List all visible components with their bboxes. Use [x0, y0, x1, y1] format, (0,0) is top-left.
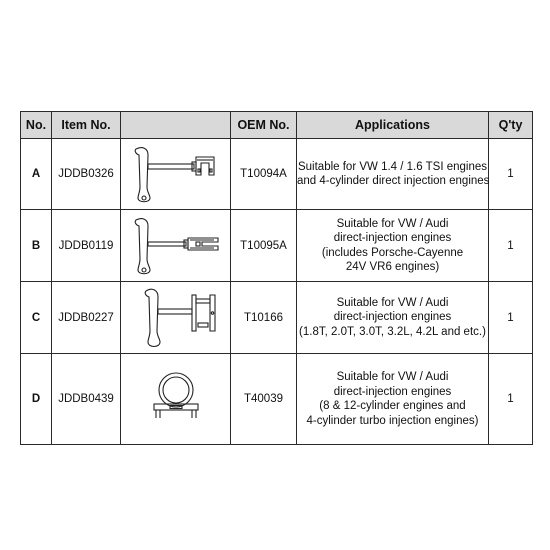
application-line: (1.8T, 2.0T, 3.0T, 3.2L, 4.2L and etc.) [299, 325, 486, 338]
table-row [21, 139, 533, 210]
oem-no: T10166 [231, 282, 297, 354]
applications-cell [297, 354, 489, 445]
header-no: No. [21, 112, 52, 139]
applications-cell [297, 282, 489, 354]
qty: 1 [489, 354, 533, 445]
header-item-no: Item No. [52, 112, 121, 139]
application-line: (includes Porsche-Cayenne [321, 246, 464, 259]
header-applications: Applications [297, 112, 489, 139]
application-line: and 4-cylinder direct injection engines [297, 175, 490, 187]
oem-no: T10095A [231, 210, 297, 282]
application-line: direct-injection engines [333, 385, 452, 398]
tool-image-cell [121, 282, 231, 354]
oem-no: T10094A [231, 139, 297, 210]
application-line: Suitable for VW / Audi [336, 296, 449, 309]
row-no: A [21, 139, 52, 210]
oem-no: T40039 [231, 354, 297, 445]
application-line: Suitable for VW 1.4 / 1.6 TSI engines [297, 160, 487, 173]
tool-image-cell [121, 354, 231, 445]
item-no: JDDB0439 [52, 354, 121, 445]
qty: 1 [489, 210, 533, 282]
header-row [21, 112, 533, 139]
table-row [21, 210, 533, 282]
t-handle-fork-puller-icon [126, 215, 226, 277]
ring-clamp-tool-icon [126, 366, 226, 432]
application-line: Suitable for VW / Audi [336, 371, 449, 383]
item-no: JDDB0119 [52, 210, 121, 282]
application-line: Suitable for VW / Audi [336, 217, 449, 230]
header-oem-no: OEM No. [231, 112, 297, 139]
row-no: C [21, 282, 52, 354]
qty: 1 [489, 282, 533, 354]
application-line: 4-cylinder turbo injection engines) [306, 414, 479, 427]
row-no: D [21, 354, 52, 445]
row-no: B [21, 210, 52, 282]
header-qty: Q'ty [489, 112, 533, 139]
item-no: JDDB0326 [52, 139, 121, 210]
applications-cell [297, 210, 489, 282]
parts-table [20, 111, 533, 445]
tool-image-cell [121, 139, 231, 210]
table-row [21, 354, 533, 445]
applications-cell [297, 139, 489, 210]
t-handle-bracket-puller-icon [126, 285, 226, 351]
application-line: (8 & 12-cylinder engines and [319, 400, 466, 412]
application-line: direct-injection engines [333, 232, 452, 244]
table-row [21, 282, 533, 354]
t-handle-puller-icon [126, 143, 226, 205]
qty: 1 [489, 139, 533, 210]
tool-image-cell [121, 210, 231, 282]
application-line: 24V VR6 engines) [345, 261, 440, 273]
header-image [121, 112, 231, 139]
item-no: JDDB0227 [52, 282, 121, 354]
application-line: direct-injection engines [333, 311, 452, 324]
